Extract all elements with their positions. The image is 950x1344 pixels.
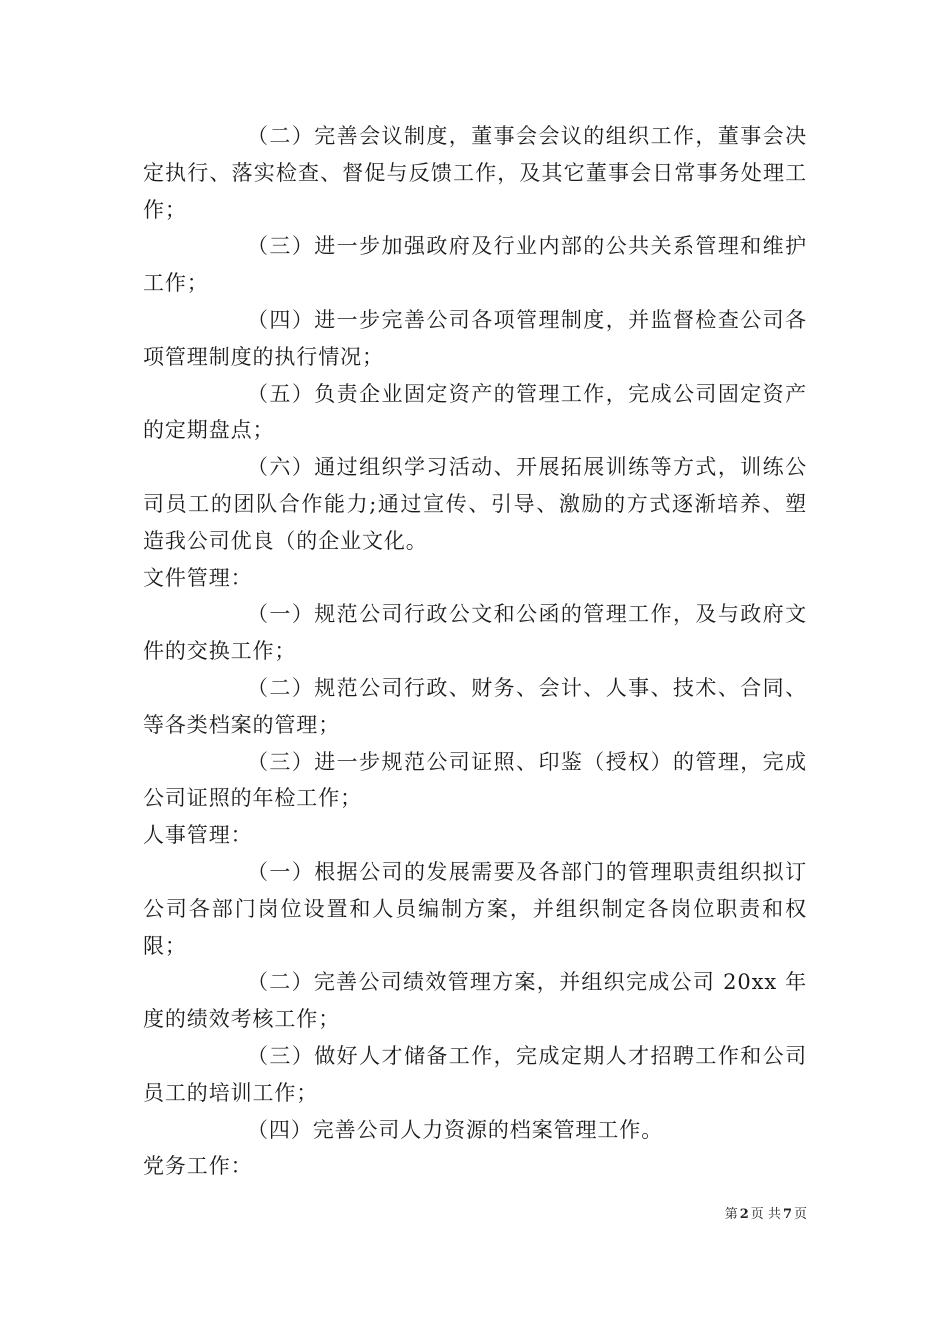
paragraph: （二）规范公司行政、财务、会计、人事、技术、合同、等各类档案的管理； — [143, 675, 807, 737]
paragraph: （六）通过组织学习活动、开展拓展训练等方式，训练公司员工的团队合作能力;通过宣传、引导、激励的方式逐渐培养、塑造我公司优良（的企业文化。 — [143, 455, 807, 553]
paragraph: （二）完善公司绩效管理方案，并组织完成公司 20xx 年度的绩效考核工作； — [143, 970, 807, 1032]
paragraph: （一）规范公司行政公文和公函的管理工作，及与政府文件的交换工作； — [143, 602, 807, 664]
document-body — [143, 118, 807, 1185]
total-page-number: 7 — [782, 1207, 792, 1222]
current-page-number: 2 — [739, 1207, 749, 1222]
paragraph: （一）根据公司的发展需要及各部门的管理职责组织拟订公司各部门岗位设置和人员编制方案，并组织制定各岗位职责和权限； — [143, 859, 807, 958]
footer-suffix: 页 — [793, 1207, 807, 1222]
paragraph: （四）完善公司人力资源的档案管理工作。 — [247, 1117, 664, 1142]
paragraph: （三）做好人才储备工作，完成定期人才招聘工作和公司员工的培训工作； — [143, 1043, 807, 1105]
paragraph: （三）进一步加强政府及行业内部的公共关系管理和维护工作； — [143, 234, 807, 296]
paragraph: （三）进一步规范公司证照、印鉴（授权）的管理，完成公司证照的年检工作； — [143, 749, 807, 811]
paragraph: （四）进一步完善公司各项管理制度，并监督检查公司各项管理制度的执行情况； — [143, 307, 807, 369]
page-footer — [0, 1203, 807, 1222]
paragraph: （五）负责企业固定资产的管理工作，完成公司固定资产的定期盘点； — [143, 381, 807, 443]
footer-prefix: 第 — [724, 1207, 738, 1222]
section-heading: 党务工作： — [143, 1154, 253, 1179]
section-heading: 人事管理： — [143, 823, 253, 848]
footer-middle: 页 共 — [750, 1207, 781, 1222]
paragraph: （二）完善会议制度，董事会会议的组织工作，董事会决定执行、落实检查、督促与反馈工作，及其它董事会日常事务处理工作； — [143, 124, 807, 222]
section-heading: 文件管理： — [143, 565, 253, 590]
